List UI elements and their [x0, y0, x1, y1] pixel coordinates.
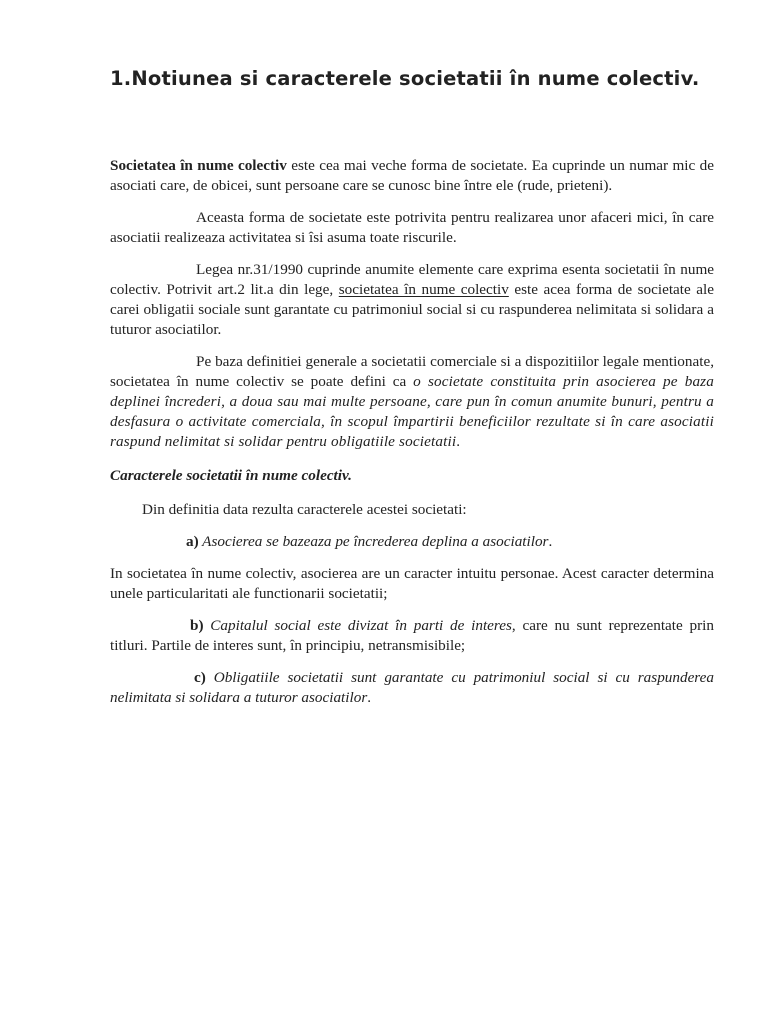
list-item-c-end: .: [367, 689, 372, 706]
list-item-b: [110, 616, 714, 656]
list-item-a-label: a): [186, 533, 199, 550]
list-item-a-end: .: [548, 533, 553, 550]
underlined-term: societatea în nume colectiv: [338, 281, 509, 298]
document-body: [110, 156, 714, 708]
term-societatea-nume-colectiv: Societatea în nume colectiv: [110, 157, 287, 174]
paragraph-definition-end: .: [456, 433, 460, 450]
list-item-c-italic: Obligatiile societatii sunt garantate cu patrimoniul social si cu raspunderea nelimitata si solidara a tuturor asociatilor: [110, 669, 714, 706]
definition-italic: o societate constituita prin asocierea pe baza deplinei încrederi, a doua sau mai multe persoane, care pun în comun anumite bunuri, pentru a desfasura o activitate comerciala, în scopul împartirii beneficiilor rezultate si în care asociatii raspund nelimitat si solidar pentru obligatiile societatii: [110, 373, 714, 450]
paragraph-law: [110, 260, 714, 340]
page-title: 1.Notiunea si caracterele societatii în nume colectiv.: [110, 67, 700, 90]
list-item-a-text: Asocierea se bazeaza pe încrederea deplina a asociatilor: [198, 533, 549, 550]
list-item-c-label: c): [194, 669, 206, 686]
list-item-a: [110, 532, 714, 552]
list-item-b-text: , care nu sunt reprezentate prin titluri. Partile de interes sunt, în principiu, netransmisibile;: [110, 617, 714, 654]
paragraph-intro-text: este cea mai veche forma de societate. Ea cuprinde un numar mic de asociati care, de obicei, sunt persoane care se cunosc bine între ele (rude, prieteni).: [110, 157, 714, 194]
paragraph-form: Aceasta forma de societate este potrivita pentru realizarea unor afaceri mici, în care asociatii realizeaza activitatea si îsi asuma toate riscurile.: [110, 209, 714, 246]
paragraph-definition: [110, 352, 714, 452]
list-item-c: [110, 668, 714, 708]
list-item-b-italic: Capitalul social este divizat în parti de interes: [203, 617, 512, 634]
paragraph-law-text-2: este acea forma de societate ale carei obligatii sociale sunt garantate cu patrimoniul social si cu raspunderea nelimitata si solidara a tuturor asociatilor.: [110, 281, 714, 338]
paragraph-definition-text: Pe baza definitiei generale a societatii comerciale si a dispozitiilor legale mentionate, societatea în nume colectiv se poate defini ca: [110, 353, 714, 390]
paragraph-intuitu-personae: In societatea în nume colectiv, asocierea are un caracter intuitu personae. Acest caracter determina unele particularitati ale functionarii societatii;: [110, 565, 714, 602]
paragraph-intro: [110, 156, 714, 196]
list-item-b-label: b): [190, 617, 204, 634]
paragraph-characteristics-intro: Din definitia data rezulta caracterele acestei societati:: [142, 501, 467, 518]
section-subheading: Caracterele societatii în nume colectiv.: [110, 467, 352, 484]
paragraph-law-text-1: Legea nr.31/1990 cuprinde anumite elemente care exprima esenta societatii în nume colectiv. Potrivit art.2 lit.a din lege,: [110, 261, 714, 298]
